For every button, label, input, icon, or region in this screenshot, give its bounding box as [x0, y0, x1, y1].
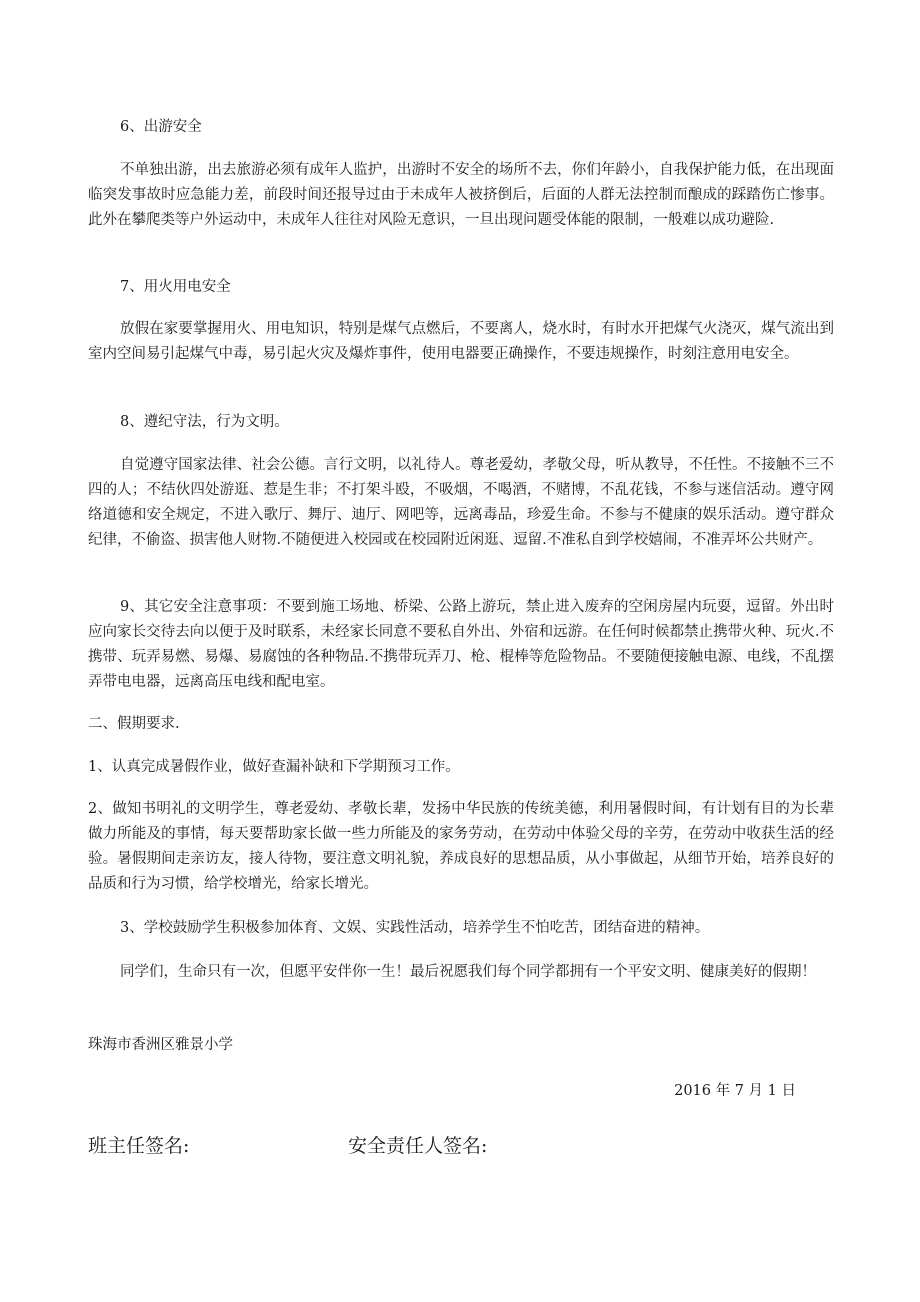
section-9-body: 9、其它安全注意事项：不要到施工场地、桥梁、公路上游玩，禁止进入废弃的空闲房屋内玩耍，逗留。外出时应向家长交待去向以便于及时联系，未经家长同意不要私自外出、外宿和远游。在任何时候都禁止携带火种、玩火.不携带、玩弄易燃、易爆、易腐蚀的各种物品.不携带玩弄刀、枪、棍棒等危险物品。不要随便接触电源、电线，不乱摆弄带电电器，远离高压电线和配电室。	[88, 599, 834, 690]
requirement-item-3: 3、学校鼓励学生积极参加体育、文娱、实践性活动，培养学生不怕吃苦，团结奋进的精神。	[120, 920, 710, 936]
section-7-heading: 7、用火用电安全	[120, 279, 231, 295]
school-name: 珠海市香洲区雅景小学	[88, 1037, 233, 1053]
closing-paragraph: 同学们，生命只有一次，但愿平安伴你一生！最后祝愿我们每个同学都拥有一个平安文明、健康美好的假期！	[120, 964, 816, 980]
head-teacher-signature-label: 班主任签名:	[88, 1135, 190, 1157]
document-date: 2016 年 7 月 1 日	[674, 1083, 796, 1099]
safety-officer-signature-label: 安全责任人签名:	[348, 1135, 488, 1157]
section-8-body: 自觉遵守国家法律、社会公德。言行文明，以礼待人。尊老爱幼，孝敬父母，听从教导，不任性。不接触不三不四的人；不结伙四处游逛、惹是生非；不打架斗殴，不吸烟，不喝酒，不赌博，不乱花钱，不参与迷信活动。遵守网络道德和安全规定，不进入歌厅、舞厅、迪厅、网吧等，远离毒品，珍爱生命。不参与不健康的娱乐活动。遵守群众纪律，不偷盗、损害他人财物.不随便进入校园或在校园附近闲逛、逗留.不准私自到学校嬉闹，不准弄坏公共财产。	[88, 457, 834, 548]
signature-row	[88, 1128, 834, 1164]
section-6-heading: 6、出游安全	[120, 119, 202, 135]
section-7-body: 放假在家要掌握用火、用电知识，特别是煤气点燃后，不要离人，烧水时，有时水开把煤气火浇灭，煤气流出到室内空间易引起煤气中毒，易引起火灾及爆炸事件，使用电器要正确操作，不要违规操作，时刻注意用电安全。	[88, 321, 834, 362]
section-8-heading: 8、遵纪守法，行为文明。	[120, 414, 289, 430]
document-page	[88, 0, 834, 1302]
section-6-body: 不单独出游，出去旅游必须有成年人监护，出游时不安全的场所不去，你们年龄小，自我保护能力低，在出现面临突发事故时应急能力差，前段时间还报导过由于未成年人被挤倒后，后面的人群无法控制而酿成的踩踏伤亡惨事。此外在攀爬类等户外运动中，未成年人往往对风险无意识，一旦出现问题受体能的限制，一般难以成功避险.	[88, 162, 834, 228]
requirement-item-1: 1、认真完成暑假作业，做好查漏补缺和下学期预习工作。	[88, 759, 460, 775]
requirements-heading: 二、假期要求.	[88, 716, 180, 732]
requirement-item-2: 2、做知书明礼的文明学生，尊老爱幼、孝敬长辈，发扬中华民族的传统美德，利用暑假时间，有计划有目的为长辈做力所能及的事情，每天要帮助家长做一些力所能及的家务劳动，在劳动中体验父母的辛劳，在劳动中收获生活的经验。暑假期间走亲访友，接人待物，要注意文明礼貌，养成良好的思想品质，从小事做起，从细节开始，培养良好的品质和行为习惯，给学校增光，给家长增光。	[88, 801, 834, 892]
